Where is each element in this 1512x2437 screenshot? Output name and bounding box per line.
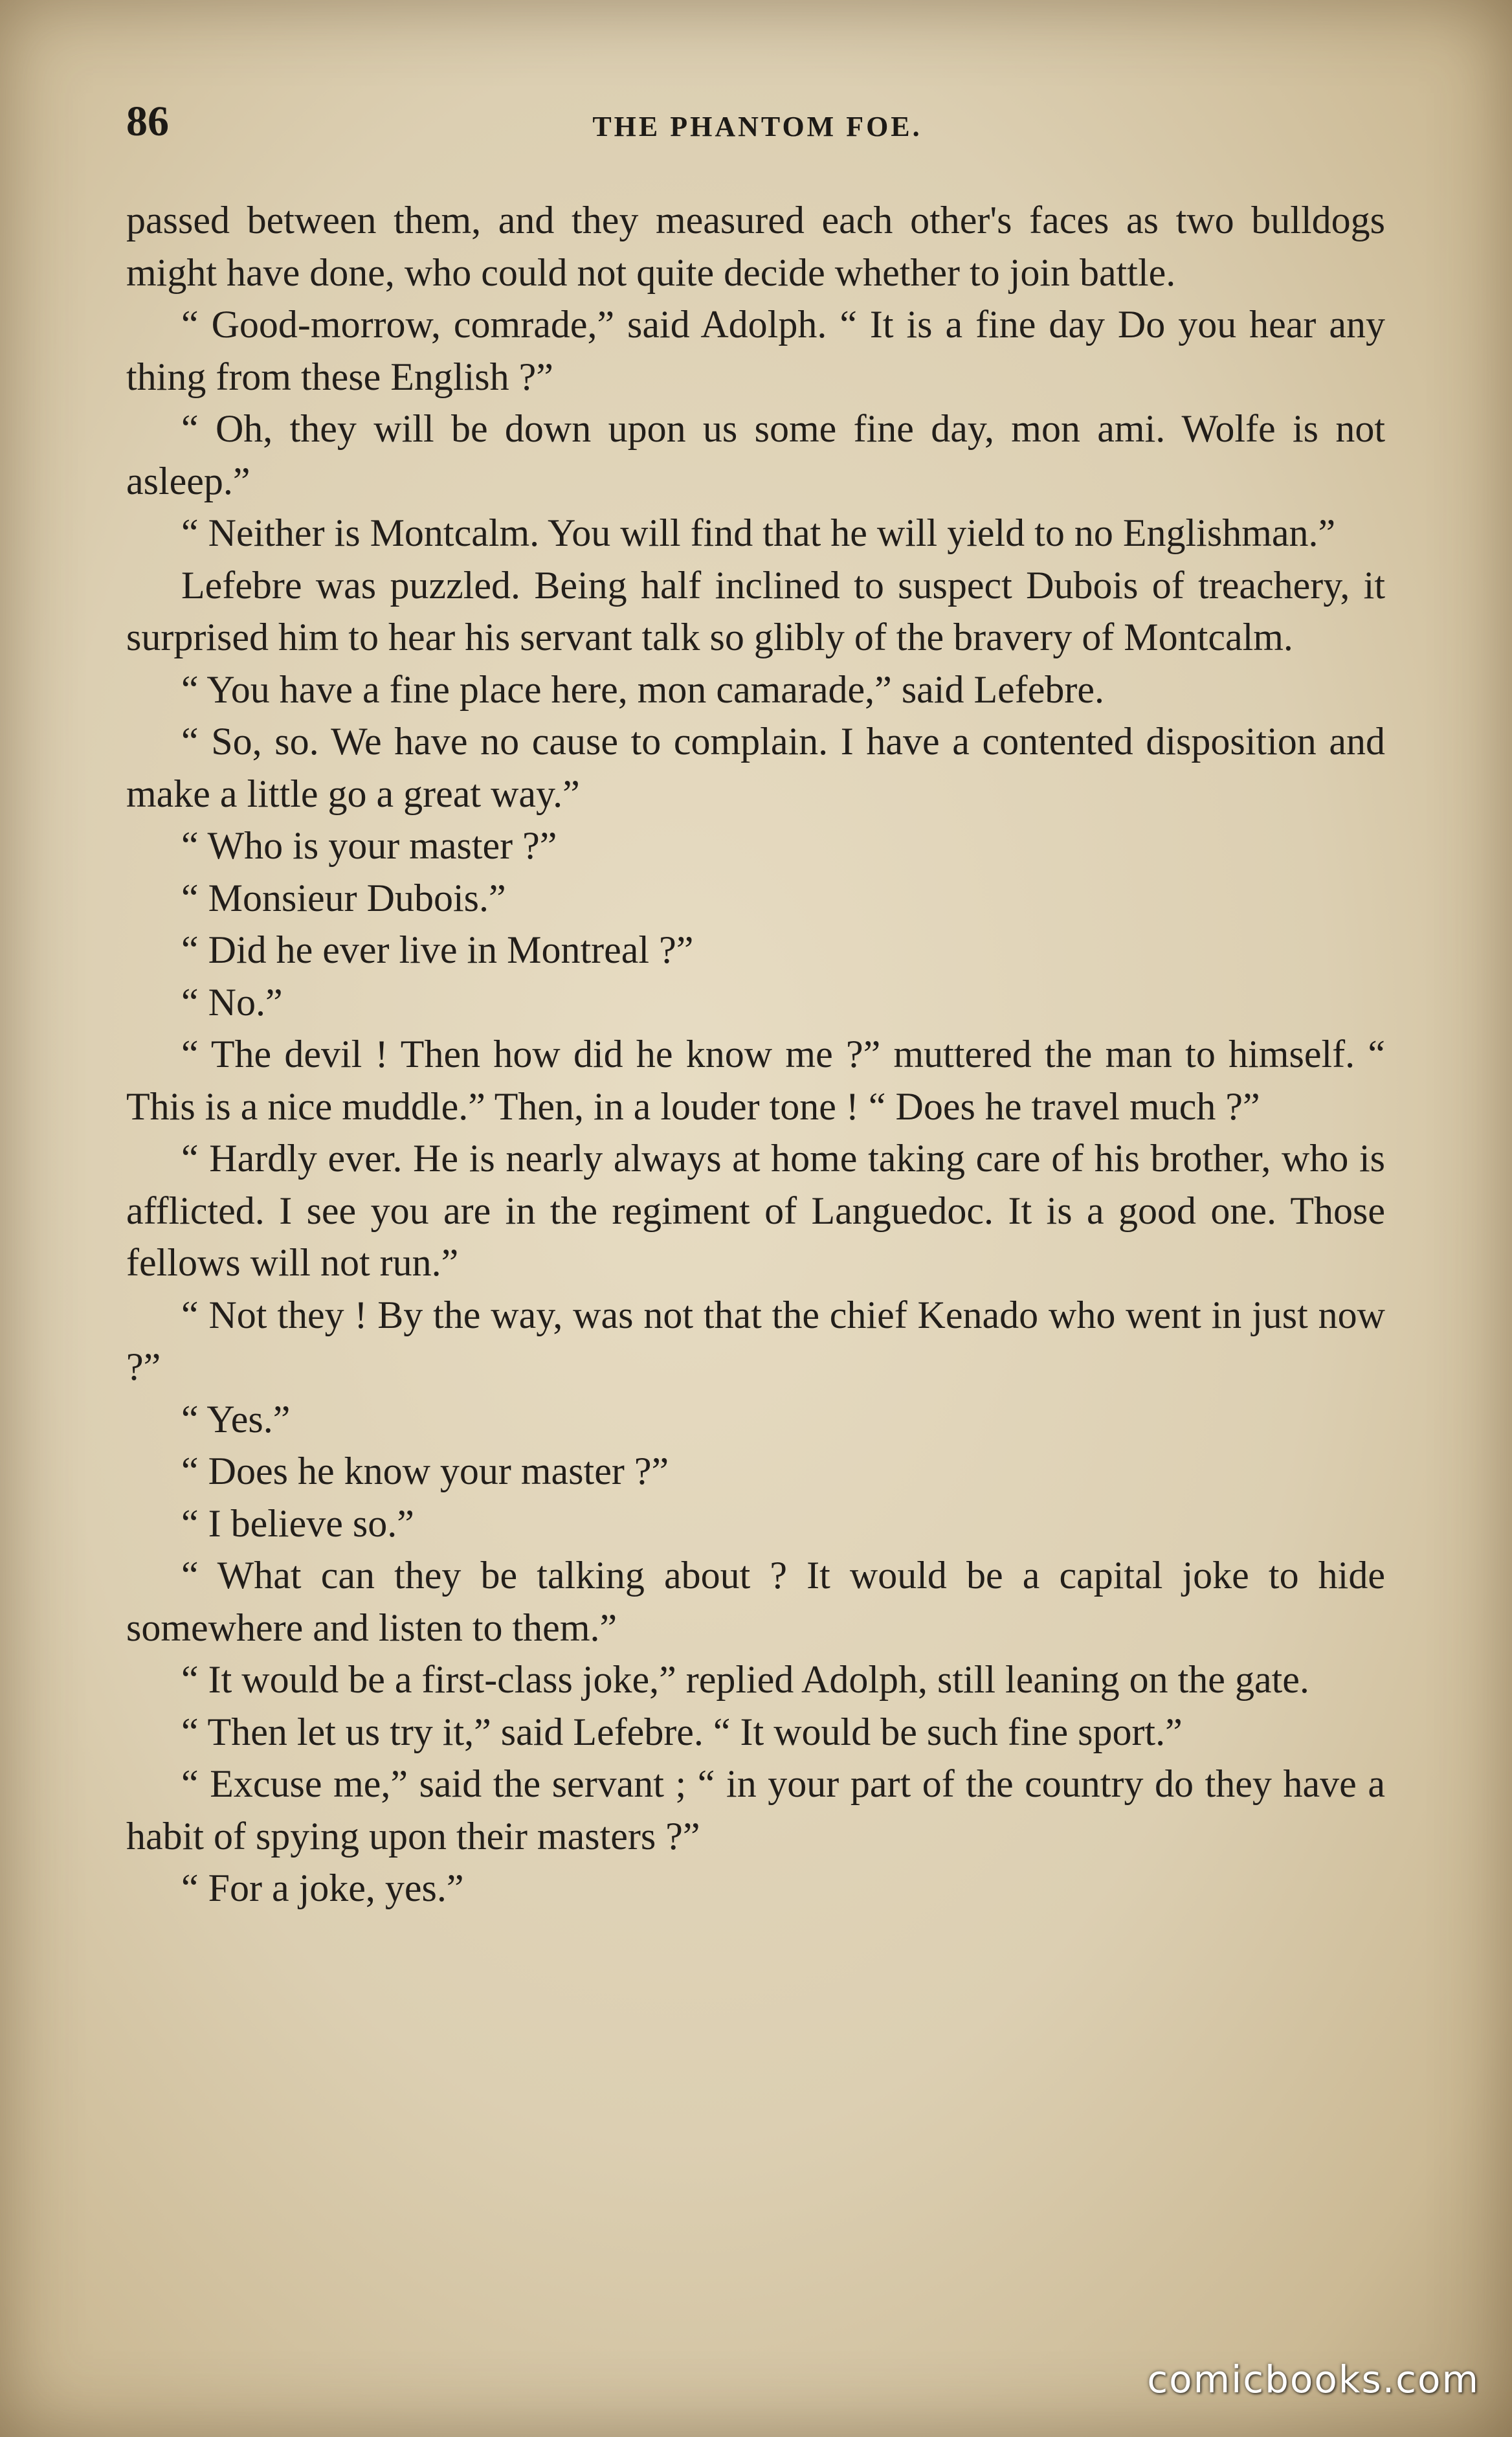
paragraph: “ The devil ! Then how did he know me ?” muttered the man to himself. “ This is a nice muddle.” Then, in a louder tone ! “ Does he travel much ?” bbox=[126, 1033, 1385, 1128]
paragraph: “ It would be a first-class joke,” replied Adolph, still leaning on the gate. bbox=[181, 1658, 1309, 1701]
paragraph: “ Did he ever live in Montreal ?” bbox=[181, 928, 694, 971]
paragraph: “ So, so. We have no cause to complain. I have a contented disposition and make a little go a great way.” bbox=[126, 720, 1385, 815]
paragraph: “ For a joke, yes.” bbox=[181, 1867, 464, 1909]
paragraph: “ I believe so.” bbox=[181, 1501, 414, 1545]
paragraph: “ Monsieur Dubois.” bbox=[181, 876, 506, 919]
body-text bbox=[126, 194, 1385, 1915]
paragraph: “ Hardly ever. He is nearly always at home taking care of his brother, who is afflicted. I see you are in the regiment of Languedoc. It is a good one. Those fellows will not run.” bbox=[126, 1137, 1385, 1284]
paragraph: “ Who is your master ?” bbox=[181, 824, 557, 867]
paragraph: “ What can they be talking about ? It would be a capital joke to hide somewhere and listen to them.” bbox=[126, 1554, 1385, 1649]
page-number: 86 bbox=[126, 98, 169, 145]
paragraph: “ Yes.” bbox=[181, 1397, 291, 1441]
paragraph: “ Excuse me,” said the servant ; “ in your part of the country do they have a habit of spying upon their masters ?” bbox=[126, 1762, 1385, 1858]
paragraph: Lefebre was puzzled. Being half inclined to suspect Dubois of treachery, it surprised him to hear his servant talk so glibly of the bravery of Montcalm. bbox=[126, 563, 1385, 658]
watermark: comicbooks.com bbox=[1147, 2357, 1480, 2401]
paragraph: “ Neither is Montcalm. You will find that he will yield to no Englishman.” bbox=[181, 511, 1336, 554]
paragraph: “ You have a fine place here, mon camarade,” said Lefebre. bbox=[181, 668, 1104, 711]
paragraph: passed between them, and they measured each other's faces as two bulldogs might have done, who could not quite decide whether to join battle. bbox=[126, 199, 1385, 294]
paragraph: “ Oh, they will be down upon us some fine day, mon ami. Wolfe is not asleep.” bbox=[126, 407, 1385, 502]
paragraph: “ Good-morrow, comrade,” said Adolph. “ It is a fine day Do you hear any thing from these English ?” bbox=[126, 303, 1385, 398]
running-title: THE PHANTOM FOE. bbox=[592, 111, 922, 142]
paragraph: “ No.” bbox=[181, 980, 283, 1024]
paragraph: “ Not they ! By the way, was not that the chief Kenado who went in just now ?” bbox=[126, 1293, 1385, 1388]
paragraph: “ Then let us try it,” said Lefebre. “ It would be such fine sport.” bbox=[181, 1710, 1183, 1753]
paragraph: “ Does he know your master ?” bbox=[181, 1450, 669, 1492]
page-header bbox=[126, 97, 1388, 155]
